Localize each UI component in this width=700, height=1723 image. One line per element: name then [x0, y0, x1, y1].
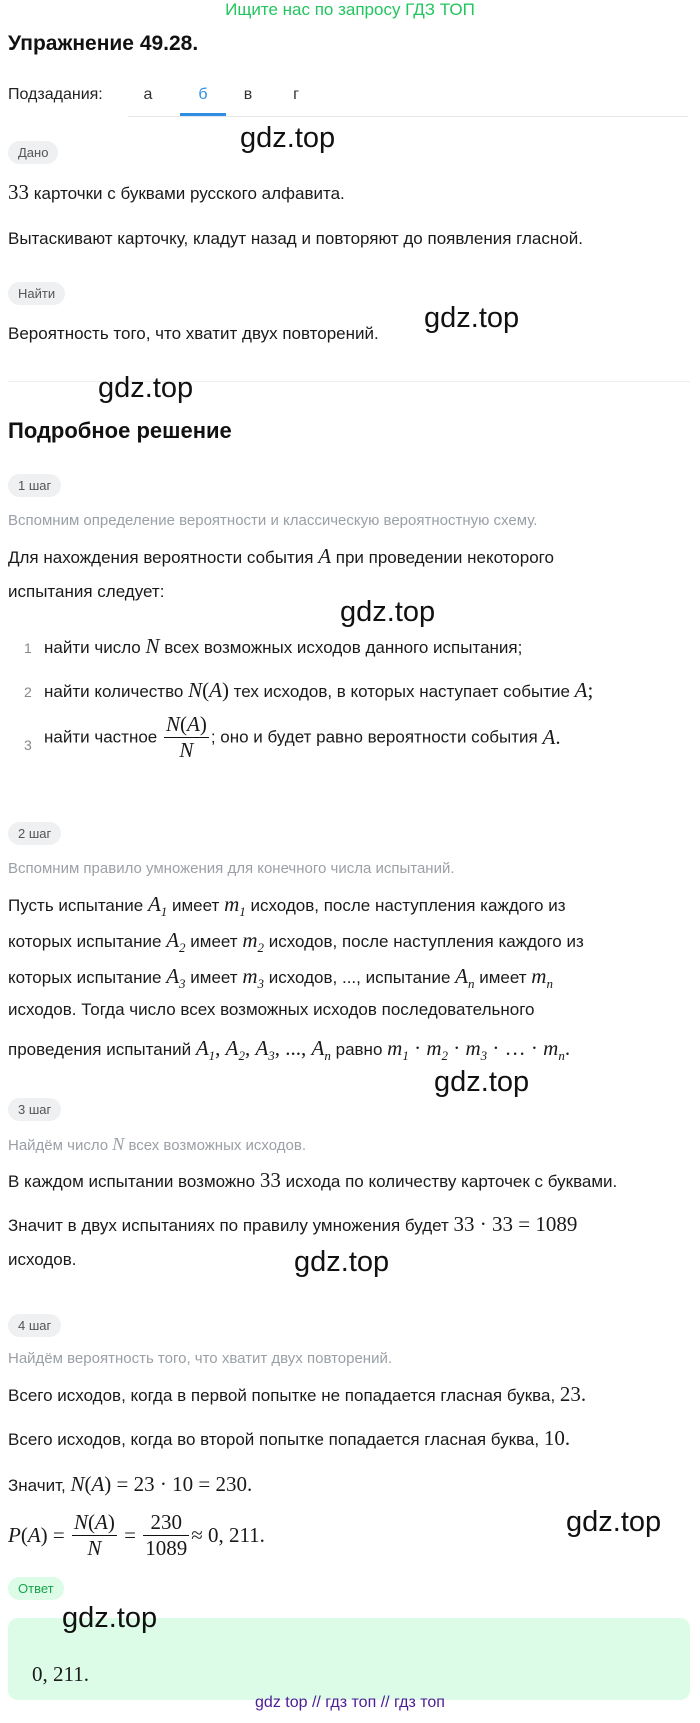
page-title: Упражнение 49.28. — [8, 32, 199, 55]
given-badge: Дано — [8, 141, 58, 164]
step-4-line-3: Значит, N(A) = 23 · 10 = 230. — [8, 1472, 253, 1496]
find-badge: Найти — [8, 282, 65, 305]
list-number: 1 — [24, 640, 32, 656]
step-3-line-3: исходов. — [8, 1250, 77, 1269]
watermark: gdz.top — [434, 1066, 530, 1098]
probability-formula: P(A) = $\frac{N(A)}{N}$ = $\frac{230}{1089}$ ≈ 0, 211. — [8, 1510, 265, 1561]
top-banner: Ищите нас по запросу ГДЗ ТОП — [225, 0, 475, 19]
step-1-line-2: испытания следует: — [8, 582, 165, 601]
watermark: gdz.top — [240, 122, 336, 154]
tab-a[interactable]: а — [143, 86, 153, 103]
subtask-tabs — [128, 76, 688, 117]
step-1-line-1: Для нахождения вероятности события A при проведении некоторого — [8, 544, 554, 568]
list-item: найти частное $\frac{N(A)}{N}$ ; оно и будет равно вероятности события A. — [44, 712, 561, 763]
list-number: 3 — [24, 737, 32, 753]
active-tab-indicator — [180, 113, 226, 116]
step-1-hint: Вспомним определение вероятности и классическую вероятностную схему. — [8, 512, 538, 529]
given-line-1: 33 карточки с буквами русского алфавита. — [8, 180, 345, 204]
watermark: gdz.top — [294, 1246, 390, 1278]
list-item: найти число N всех возможных исходов данного испытания; — [44, 634, 523, 658]
solution-title: Подробное решение — [8, 418, 232, 443]
step-2-hint: Вспомним правило умножения для конечного числа испытаний. — [8, 860, 455, 877]
step-2-line-1: Пусть испытание $A_1$ имеет $m_1$ исходов, после наступления каждого из — [8, 892, 566, 920]
given-line-2: Вытаскивают карточку, кладут назад и повторяют до появления гласной. — [8, 229, 583, 248]
list-item: найти количество N(A) тех исходов, в которых наступает событие A; — [44, 678, 594, 702]
tab-v[interactable]: в — [243, 86, 253, 103]
step-2-badge: 2 шаг — [8, 822, 61, 845]
step-2-line-5: проведения испытаний $A_1$, $A_2$, $A_3$, ..., $A_n$ равно $m_1 \cdot m_2 \cdot m_3$ · … · $m_n$. — [8, 1036, 571, 1064]
step-3-line-1: В каждом испытании возможно 33 исхода по количеству карточек с буквами. — [8, 1168, 618, 1192]
find-text: Вероятность того, что хватит двух повторений. — [8, 324, 379, 343]
step-4-line-1: Всего исходов, когда в первой попытке не попадается гласная буква, 23. — [8, 1382, 587, 1406]
step-2-line-3: которых испытание $A_3$ имеет $m_3$ исходов, ..., испытание $A_n$ имеет $m_n$ — [8, 964, 553, 992]
watermark: gdz.top — [340, 596, 436, 628]
tab-g[interactable]: г — [293, 86, 299, 103]
step-2-line-4: исходов. Тогда число всех возможных исходов последовательного — [8, 1000, 535, 1019]
subtasks-label: Подзадания: — [8, 86, 103, 103]
tab-b[interactable]: б — [198, 86, 208, 103]
answer-badge: Ответ — [8, 1577, 64, 1600]
watermark: gdz.top — [424, 302, 520, 334]
step-3-hint: Найдём число N всех возможных исходов. — [8, 1134, 306, 1154]
watermark: gdz.top — [98, 372, 194, 404]
step-3-line-2: Значит в двух испытаниях по правилу умножения будет 33 · 33 = 1089 — [8, 1212, 578, 1236]
watermark: gdz.top — [566, 1506, 662, 1538]
step-2-line-2: которых испытание $A_2$ имеет $m_2$ исходов, после наступления каждого из — [8, 928, 584, 956]
step-1-badge: 1 шаг — [8, 474, 61, 497]
step-4-badge: 4 шаг — [8, 1314, 61, 1337]
step-4-hint: Найдём вероятность того, что хватит двух повторений. — [8, 1350, 393, 1367]
watermark: gdz.top — [62, 1602, 158, 1634]
step-4-line-2: Всего исходов, когда во второй попытке попадается гласная буква, 10. — [8, 1426, 571, 1450]
step-3-badge: 3 шаг — [8, 1098, 61, 1121]
footer-links[interactable]: gdz top // гдз топ // гдз топ — [255, 1694, 445, 1711]
answer-value: 0, 211. — [32, 1662, 89, 1686]
list-number: 2 — [24, 684, 32, 700]
